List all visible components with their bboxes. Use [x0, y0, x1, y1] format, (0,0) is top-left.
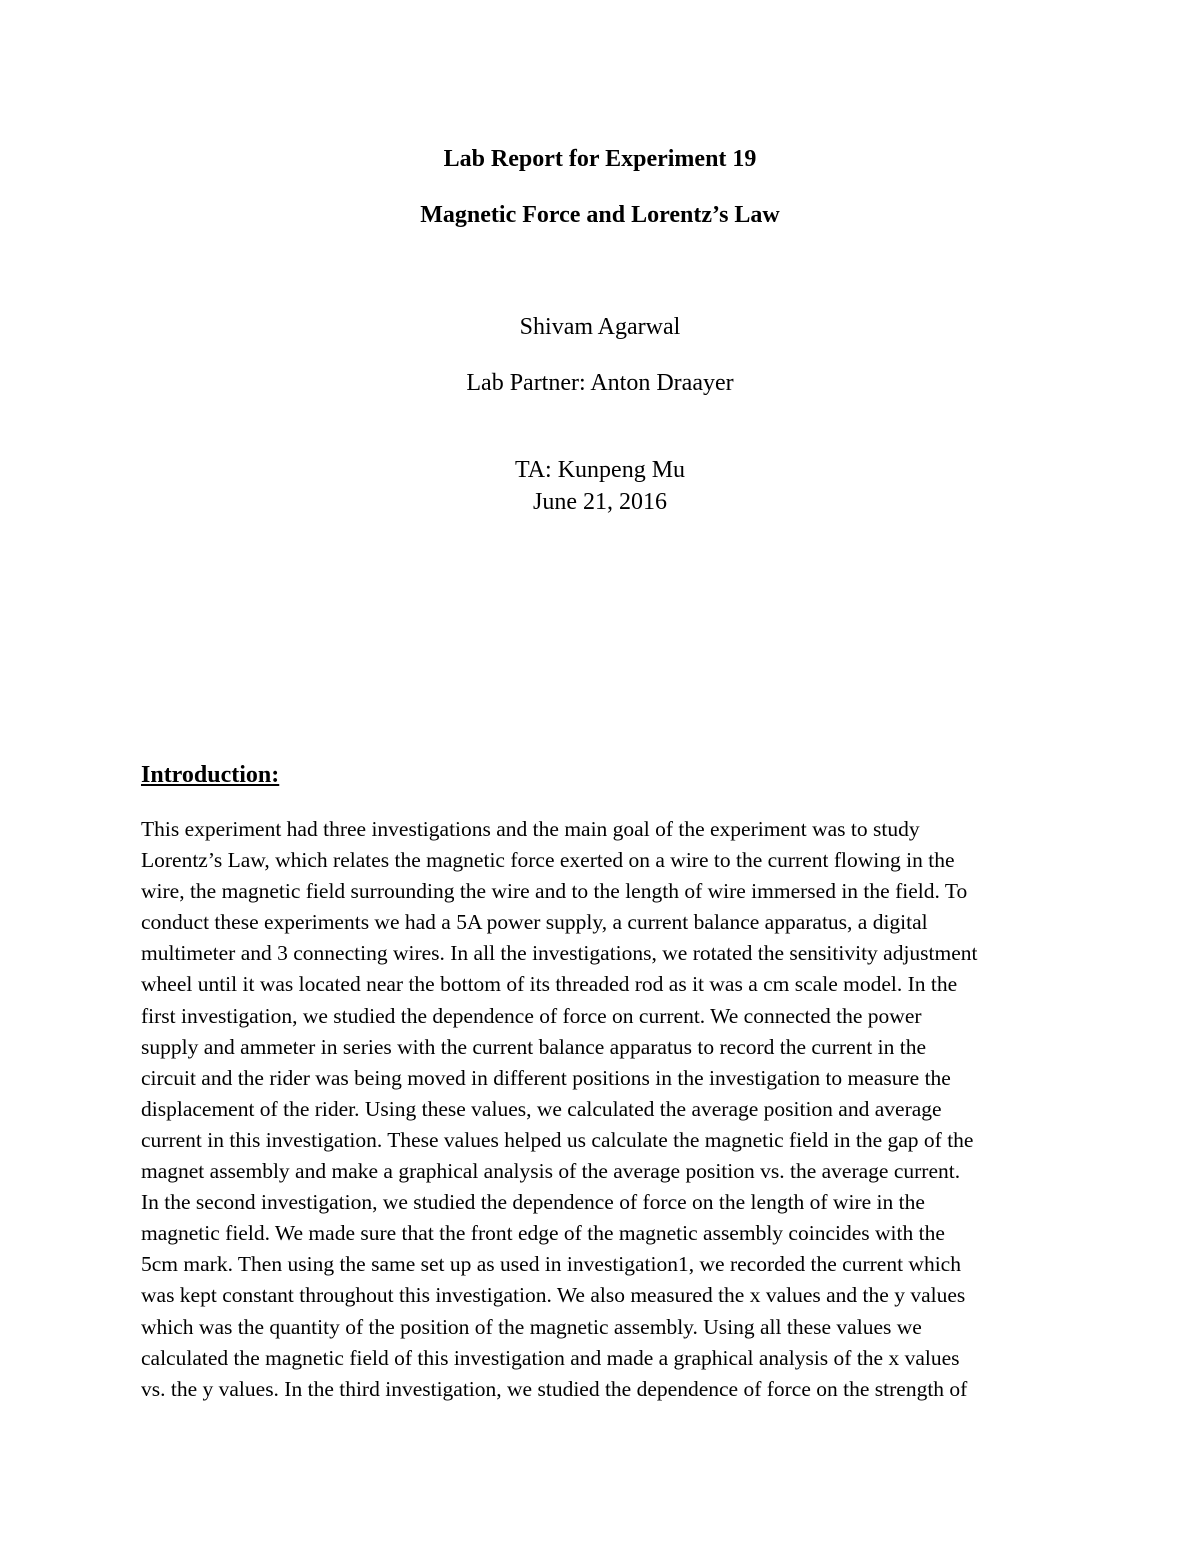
paragraph-line: circuit and the rider was being moved in different positions in the investigation to measure the: [141, 1065, 951, 1090]
introduction-heading: Introduction:: [141, 762, 280, 788]
paragraph-line: supply and ammeter in series with the current balance apparatus to record the current in the: [141, 1034, 927, 1059]
paragraph-line: was kept constant throughout this investigation. We also measured the x values and the y values: [141, 1283, 966, 1308]
paragraph-line: calculated the magnetic field of this investigation and made a graphical analysis of the x values: [141, 1345, 960, 1370]
author-name: Shivam Agarwal: [519, 314, 681, 340]
paragraph-line: wire, the magnetic field surrounding the wire and to the length of wire immersed in the field. To: [141, 879, 968, 904]
paragraph-line: vs. the y values. In the third investigation, we studied the dependence of force on the strength of: [141, 1376, 968, 1401]
paragraph-line: magnet assembly and make a graphical analysis of the average position vs. the average current.: [141, 1159, 961, 1184]
introduction-paragraph: [141, 814, 1071, 1405]
paragraph-line: multimeter and 3 connecting wires. In all the investigations, we rotated the sensitivity adjustment: [141, 941, 978, 966]
paragraph-line: conduct these experiments we had a 5A power supply, a current balance apparatus, a digital: [141, 910, 928, 935]
paragraph-line: magnetic field. We made sure that the front edge of the magnetic assembly coincides with the: [141, 1221, 945, 1246]
report-title: Lab Report for Experiment 19: [443, 146, 757, 172]
paragraph-line: current in this investigation. These values helped us calculate the magnetic field in the gap of the: [141, 1127, 974, 1152]
paragraph-line: In the second investigation, we studied the dependence of force on the length of wire in the: [141, 1190, 925, 1215]
paragraph-line: wheel until it was located near the bottom of its threaded rod as it was a cm scale model. In the: [141, 972, 958, 997]
paragraph-line: 5cm mark. Then using the same set up as used in investigation1, we recorded the current which: [141, 1252, 961, 1277]
paragraph-line: first investigation, we studied the dependence of force on current. We connected the power: [141, 1003, 922, 1028]
paragraph-line: which was the quantity of the position of the magnetic assembly. Using all these values we: [141, 1314, 922, 1339]
lab-partner: Lab Partner: Anton Draayer: [466, 370, 734, 396]
report-date: June 21, 2016: [533, 489, 667, 515]
paragraph-line: This experiment had three investigations and the main goal of the experiment was to study: [141, 817, 920, 841]
paragraph-line: displacement of the rider. Using these values, we calculated the average position and average: [141, 1096, 942, 1121]
ta-name: TA: Kunpeng Mu: [514, 457, 686, 483]
paragraph-line: Lorentz’s Law, which relates the magnetic force exerted on a wire to the current flowing in the: [141, 848, 955, 873]
report-subtitle: Magnetic Force and Lorentz’s Law: [420, 202, 780, 228]
